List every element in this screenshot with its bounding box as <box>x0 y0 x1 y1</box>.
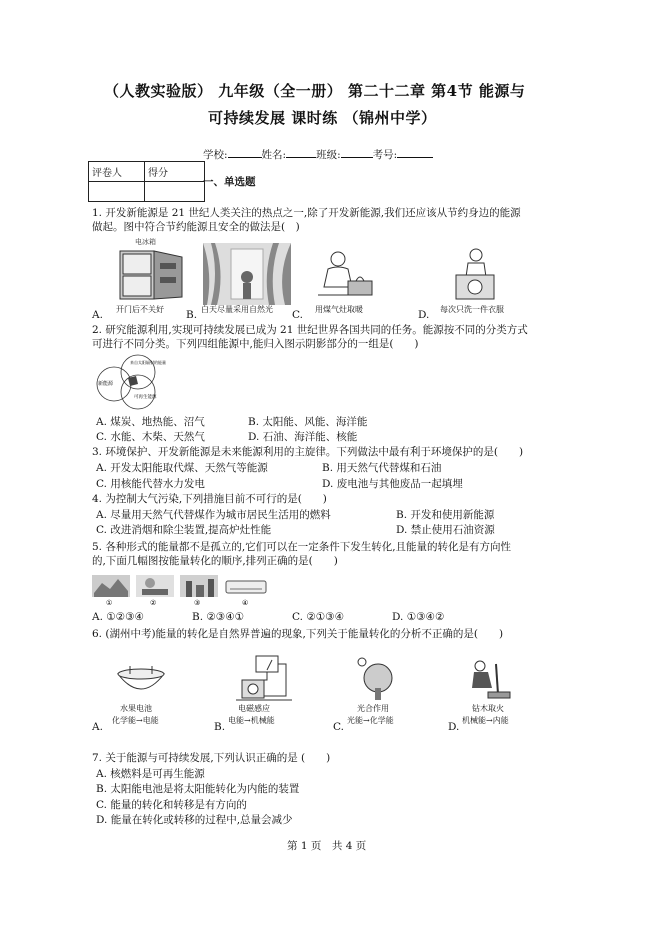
gas-stove-illustration <box>312 247 374 303</box>
q2-option-d: D. 石油、海洋能、核能 <box>248 431 358 443</box>
q1-line-2: 做起。图中符合节约能源且安全的做法是( ) <box>92 221 300 233</box>
q1-option-d-caption: 每次只洗一件衣服 <box>440 305 504 314</box>
score-header: 得分 <box>145 162 205 182</box>
q1-option-c-letter: C. <box>292 309 303 321</box>
venn-new-energy-label: 新能源 <box>98 381 114 387</box>
q5-option-d: D. ①③④② <box>392 611 445 623</box>
photosynthesis-tree-illustration <box>356 656 396 702</box>
q6-option-a-letter: A. <box>92 721 103 733</box>
q1-line-1: 1. 开发新能源是 21 世纪人类关注的热点之一,除了开发新能源,我们还应该从节约身边的能源 <box>92 207 521 219</box>
q6-option-d-name: 钻木取火 <box>472 704 504 713</box>
exam-no-blank <box>397 146 433 158</box>
q7-option-a: A. 核燃料是可再生能源 <box>96 768 205 780</box>
q5-image-4-label: ④ <box>242 599 249 607</box>
q6-line: 6. (湖州中考)能量的转化是自然界普遍的现象,下列关于能量转化的分析不正确的是( ) <box>92 628 504 640</box>
section-heading: 一、单选题 <box>203 176 256 188</box>
venn-solar-label: 来自太阳辐射的能量 <box>130 360 166 365</box>
q5-image-1-label: ① <box>106 599 113 607</box>
school-label: 学校: <box>203 149 228 161</box>
energy-conversion-images <box>92 573 268 607</box>
name-label: 姓名: <box>261 149 287 161</box>
electromagnetic-induction-illustration <box>236 656 292 704</box>
q4-option-b: B. 开发和使用新能源 <box>396 509 495 521</box>
q5-option-a: A. ①②③④ <box>92 611 144 623</box>
washing-machine-illustration <box>448 245 500 303</box>
q5-image-2-label: ② <box>150 599 157 607</box>
venn-renewable-label: 可再生能源 <box>134 395 157 400</box>
q5-line-1: 5. 各种形式的能量都不是孤立的,它们可以在一定条件下发生转化,且能量的转化是有方向性 <box>92 541 512 553</box>
fridge-label: 电冰箱 <box>135 238 156 246</box>
q4-line: 4. 为控制大气污染,下列措施目前不可行的是( ) <box>92 493 327 505</box>
q6-option-b-letter: B. <box>214 721 226 733</box>
name-blank <box>286 146 316 158</box>
q1-option-c-caption: 用煤气灶取暖 <box>315 305 363 314</box>
school-blank <box>228 146 262 158</box>
q6-option-c-name: 光合作用 <box>357 704 389 713</box>
window-curtain-illustration <box>203 243 291 305</box>
q6-option-b-conversion: 电能→机械能 <box>228 716 275 725</box>
q7-option-b: B. 太阳能电池是将太阳能转化为内能的装置 <box>96 783 300 795</box>
q1-option-b-letter: B. <box>186 309 198 321</box>
q3-line: 3. 环境保护、开发新能源是未来能源利用的主旋律。下列做法中最有利于环境保护的是( ) <box>92 446 524 458</box>
energy-venn-diagram <box>92 354 166 410</box>
q6-option-d-conversion: 机械能→内能 <box>462 716 509 725</box>
drill-fire-illustration <box>468 658 512 700</box>
q7-line: 7. 关于能源与可持续发展,下列认识正确的是 ( ) <box>92 752 331 764</box>
title-line-1: （人教实验版） 九年级（全一册） 第二十二章 第4节 能源与 <box>104 82 526 100</box>
title-line-2: 可持续发展 课时练 （锦州中学） <box>208 109 437 127</box>
reviewer-cell <box>89 182 145 202</box>
q4-option-d: D. 禁止使用石油资源 <box>396 524 495 536</box>
q5-option-c: C. ②①③④ <box>292 611 344 623</box>
score-cell <box>145 182 205 202</box>
q2-line-1: 2. 研究能源利用,实现可持续发展已成为 21 世纪世界各国共同的任务。能源按不同的分类方式 <box>92 324 528 336</box>
q3-option-d: D. 废电池与其他废品一起填埋 <box>322 478 463 490</box>
q4-option-c: C. 改进消烟和除尘装置,提高炉灶性能 <box>96 524 272 536</box>
q2-line-2: 可进行不同分类。下列四组能源中,能归入图示阴影部分的一组是( ) <box>92 338 419 350</box>
q4-option-a: A. 尽量用天然气代替煤作为城市居民生活用的燃料 <box>96 509 331 521</box>
q6-option-a-name: 水果电池 <box>120 704 152 713</box>
q2-option-a: A. 煤炭、地热能、沼气 <box>96 416 205 428</box>
q5-option-b: B. ②③④① <box>192 611 245 623</box>
q7-option-c: C. 能量的转化和转移是有方向的 <box>96 799 247 811</box>
q7-option-d: D. 能量在转化或转移的过程中,总量会减少 <box>96 814 293 826</box>
q5-line-2: 的,下面几幅图按能量转化的顺序,排列正确的是( ) <box>92 555 338 567</box>
fridge-illustration <box>118 247 186 303</box>
q3-option-c: C. 用核能代替水力发电 <box>96 478 205 490</box>
q6-option-c-letter: C. <box>333 721 344 733</box>
page-footer: 第 1 页 共 4 页 <box>287 840 367 852</box>
q6-option-c-conversion: 光能→化学能 <box>347 716 394 725</box>
q5-image-3-label: ③ <box>194 599 201 607</box>
class-blank <box>341 146 373 158</box>
q6-option-a-conversion: 化学能→电能 <box>112 716 159 725</box>
exam-no-label: 考号: <box>372 149 398 161</box>
student-info <box>203 146 433 162</box>
score-table <box>88 161 205 202</box>
reviewer-header: 评卷人 <box>89 162 145 182</box>
q1-option-a-letter: A. <box>92 309 103 321</box>
q1-option-a-caption: 开门后不关好 <box>116 305 164 314</box>
q2-option-c: C. 水能、木柴、天然气 <box>96 431 205 443</box>
q3-option-b: B. 用天然气代替煤和石油 <box>322 462 442 474</box>
class-label: 班级: <box>316 149 341 161</box>
fruit-battery-illustration <box>114 664 168 700</box>
q2-option-b: B. 太阳能、风能、海洋能 <box>248 416 368 428</box>
q1-option-d-letter: D. <box>418 309 430 321</box>
q1-option-b-caption: 白天尽量采用自然光 <box>201 305 273 314</box>
q6-option-d-letter: D. <box>448 721 460 733</box>
q6-option-b-name: 电磁感应 <box>238 704 270 713</box>
q3-option-a: A. 开发太阳能取代煤、天然气等能源 <box>96 462 268 474</box>
